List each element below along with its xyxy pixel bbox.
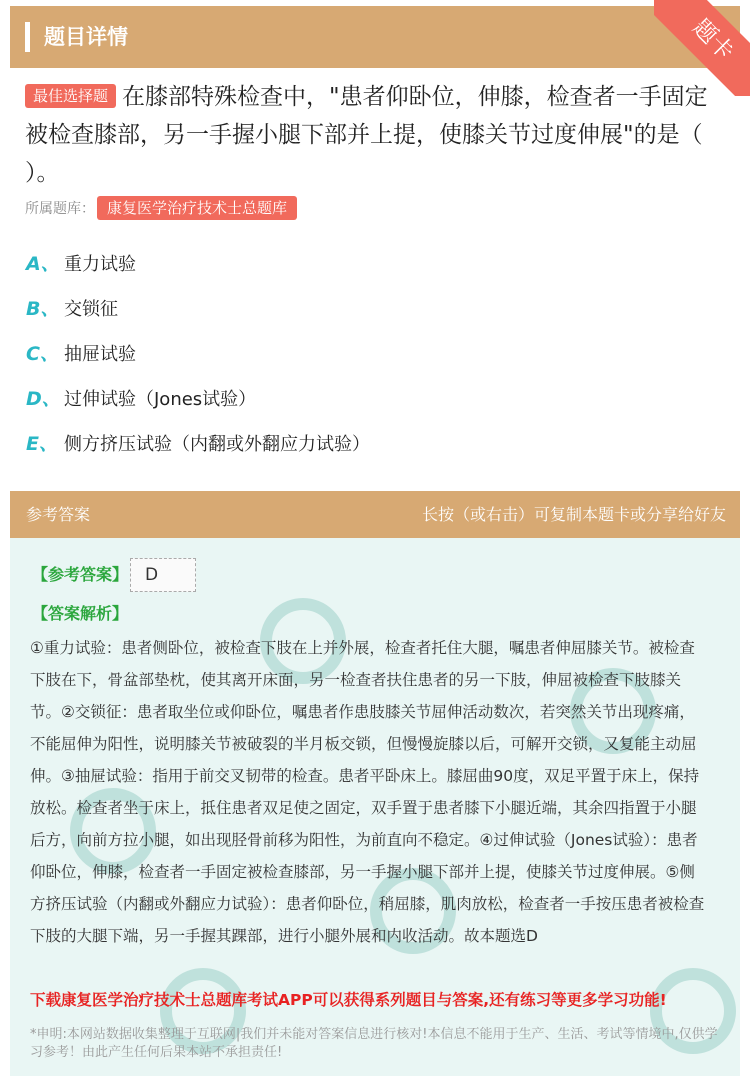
- answer-section-header: [10, 491, 740, 538]
- option-text: 抽屉试验: [64, 344, 136, 365]
- option-b[interactable]: [26, 293, 726, 338]
- option-letter: B、: [26, 298, 60, 320]
- page-title: 题目详情: [44, 25, 128, 49]
- question-text: 在膝部特殊检查中，"患者仰卧位，伸膝，检查者一手固定被检查膝部，另一手握小腿下部并上提，使膝关节过度伸展"的是（ ）。: [25, 84, 708, 186]
- option-letter: E、: [26, 433, 58, 455]
- answer-options: [26, 248, 726, 473]
- question-type-badge: 最佳选择题: [25, 84, 116, 108]
- analysis-text: ①重力试验：患者侧卧位，被检查下肢在上并外展，检查者托住大腿，嘱患者伸屈膝关节。被检查下肢在下，骨盆部垫枕，使其离开床面，另一检查者扶住患者的另一下肢，伸屈被检查下肢膝关节。②交锁征：患者取坐位或仰卧位，嘱患者作患肢膝关节屈伸活动数次，若突然关节出现疼痛，不能屈伸为阳性，说明膝关节被破裂的半月板交锁，但慢慢旋膝以后，可解开交锁，又复能主动屈伸。③抽屉试验：指用于前交叉韧带的检查。患者平卧床上。膝屈曲90度，双足平置于床上，保持放松。检查者坐于床上，抵住患者双足使之固定，双手置于患者膝下小腿近端，其余四指置于小腿后方，向前方拉小腿，如出现胫骨前移为阳性，为前直向不稳定。④过伸试验（Jones试验）：患者仰卧位，伸膝，检查者一手固定被检查膝部，另一手握小腿下部并上提，使膝关节过度伸展。⑤侧方挤压试验（内翻或外翻应力试验）：患者仰卧位，稍屈膝，肌肉放松，检查者一手按压患者被检查下肢的大腿下端，另一手握其踝部，进行小腿外展和内收活动。故本题选D: [30, 639, 705, 945]
- question-bank-link[interactable]: 康复医学治疗技术士总题库: [97, 196, 297, 220]
- option-d[interactable]: [26, 383, 726, 428]
- option-text: 重力试验: [64, 254, 136, 275]
- reference-answer-value: D: [130, 558, 196, 592]
- answer-section-body: [10, 538, 740, 1076]
- question-bank-row: [25, 196, 297, 221]
- analysis-label: 【答案解析】: [32, 604, 129, 623]
- question-bank-label: 所属题库：: [25, 201, 95, 217]
- reference-answer-label: 【参考答案】: [32, 565, 129, 584]
- app-download-promo[interactable]: 下载康复医学治疗技术士总题库考试APP可以获得系列题目与答案,还有练习等更多学习功能!: [30, 991, 667, 1009]
- share-hint: 长按（或右击）可复制本题卡或分享给好友: [421, 505, 726, 524]
- option-text: 过伸试验（Jones试验）: [64, 389, 257, 410]
- option-letter: A、: [26, 253, 60, 275]
- header-accent-bar: [25, 22, 30, 52]
- option-a[interactable]: [26, 248, 726, 293]
- option-text: 交锁征: [64, 299, 118, 320]
- option-text: 侧方挤压试验（内翻或外翻应力试验）: [64, 434, 370, 455]
- option-e[interactable]: [26, 428, 726, 473]
- disclaimer-text: *申明:本网站数据收集整理于互联网|我们并未能对答案信息进行核对!本信息不能用于生产、生活、考试等情境中,仅供学习参考！由此产生任何后果本站不承担责任!: [30, 1027, 718, 1060]
- option-c[interactable]: [26, 338, 726, 383]
- option-letter: C、: [26, 343, 59, 365]
- question-card-ribbon-label[interactable]: 题卡: [654, 0, 750, 96]
- answer-section-title: 参考答案: [26, 505, 91, 524]
- page-header: [10, 6, 740, 68]
- question-stem: [25, 78, 725, 192]
- option-letter: D、: [26, 388, 61, 410]
